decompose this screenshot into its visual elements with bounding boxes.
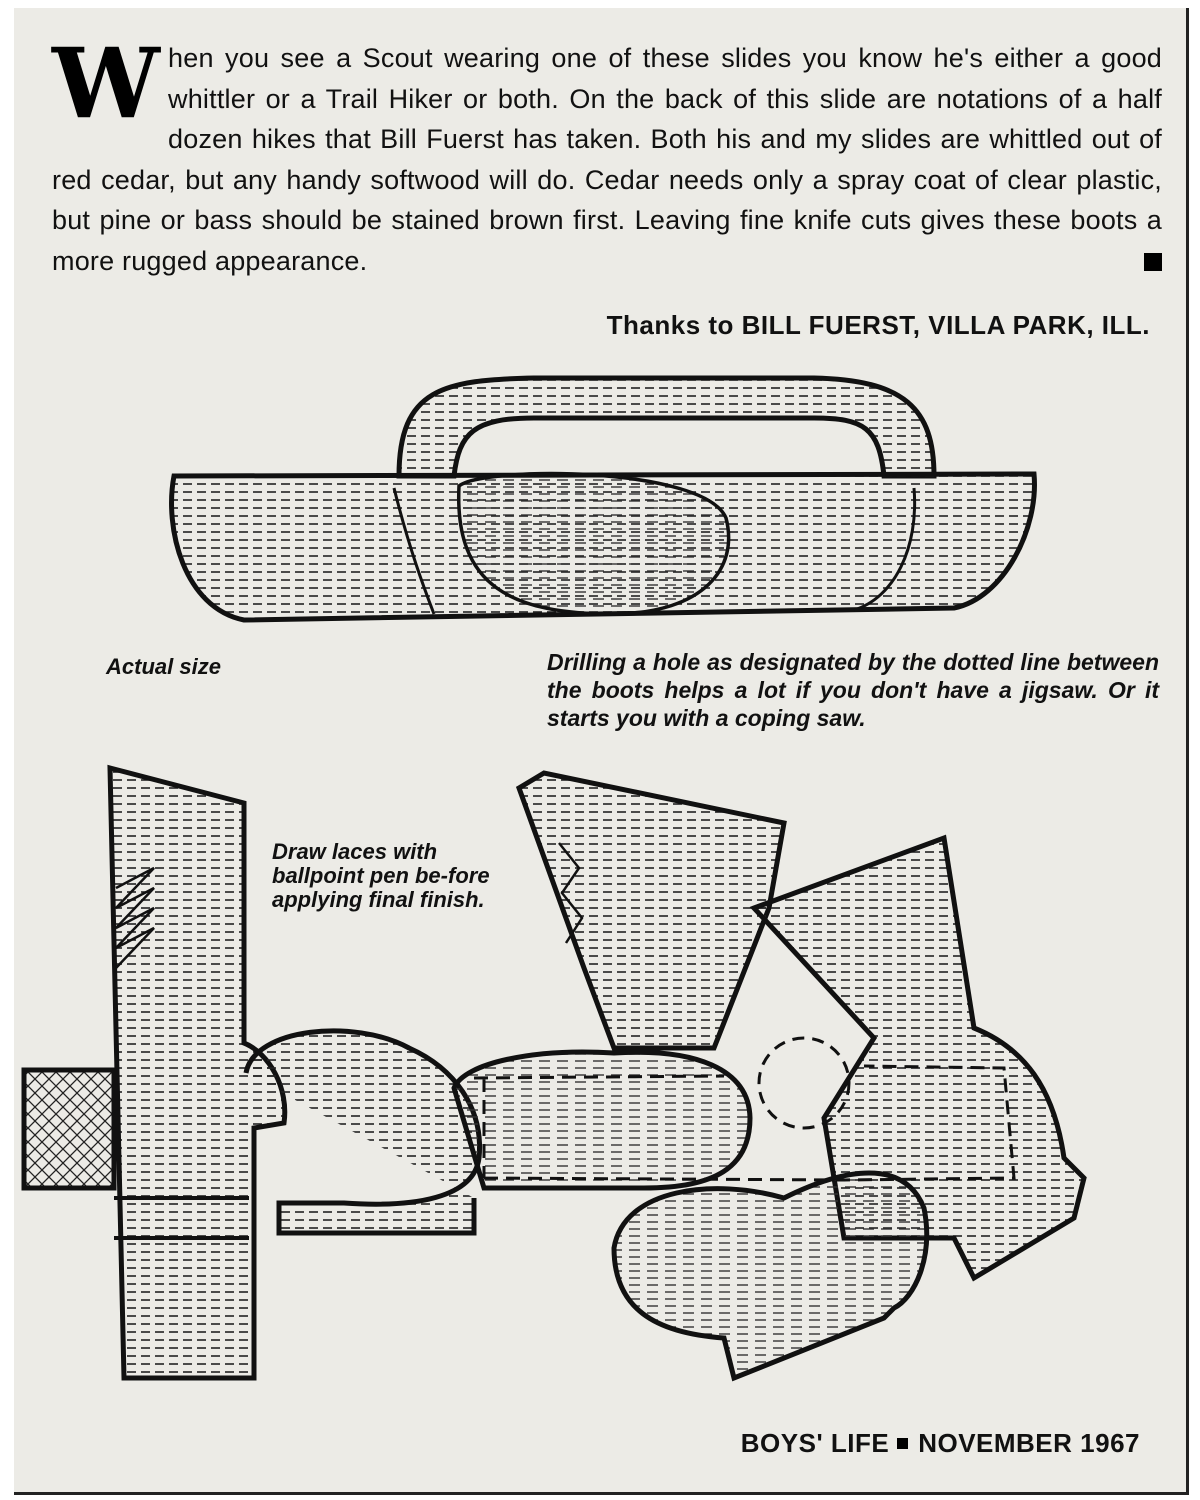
publication-date: NOVEMBER 1967 — [918, 1428, 1140, 1458]
caption-drilling: Drilling a hole as designated by the dotted line between the boots helps a lot if you don't have a jigsaw. Or it starts you with a coping saw. — [547, 649, 1159, 731]
slide-top-view — [172, 378, 1035, 620]
intro-text: hen you see a Scout wearing one of these slides you know he's either a good whittler or a Trail Hiker or both. On the back of this slide are notations of a half dozen hikes that Bill Fuerst has taken. Both his and my slides are whittled out of red cedar, but any handy softwood will do. Cedar needs only a spray coat of clear plastic, but pine or bass should be stained brown first. Leaving fine knife cuts gives these boots a more rugged appearance. — [52, 43, 1162, 276]
caption-laces: Draw laces with ballpoint pen be-fore applying final finish. — [272, 839, 490, 912]
publication-name: BOYS' LIFE — [740, 1428, 890, 1458]
boot-slide-illustration — [14, 8, 1186, 1492]
caption-actual-size: Actual size — [106, 654, 221, 679]
boots-side-view — [24, 768, 1084, 1378]
page-footer — [741, 1428, 1140, 1459]
magazine-page — [14, 8, 1189, 1495]
credit-line: Thanks to BILL FUERST, VILLA PARK, ILL. — [606, 310, 1150, 340]
drop-cap: W — [52, 27, 161, 140]
separator-dot — [897, 1438, 908, 1449]
